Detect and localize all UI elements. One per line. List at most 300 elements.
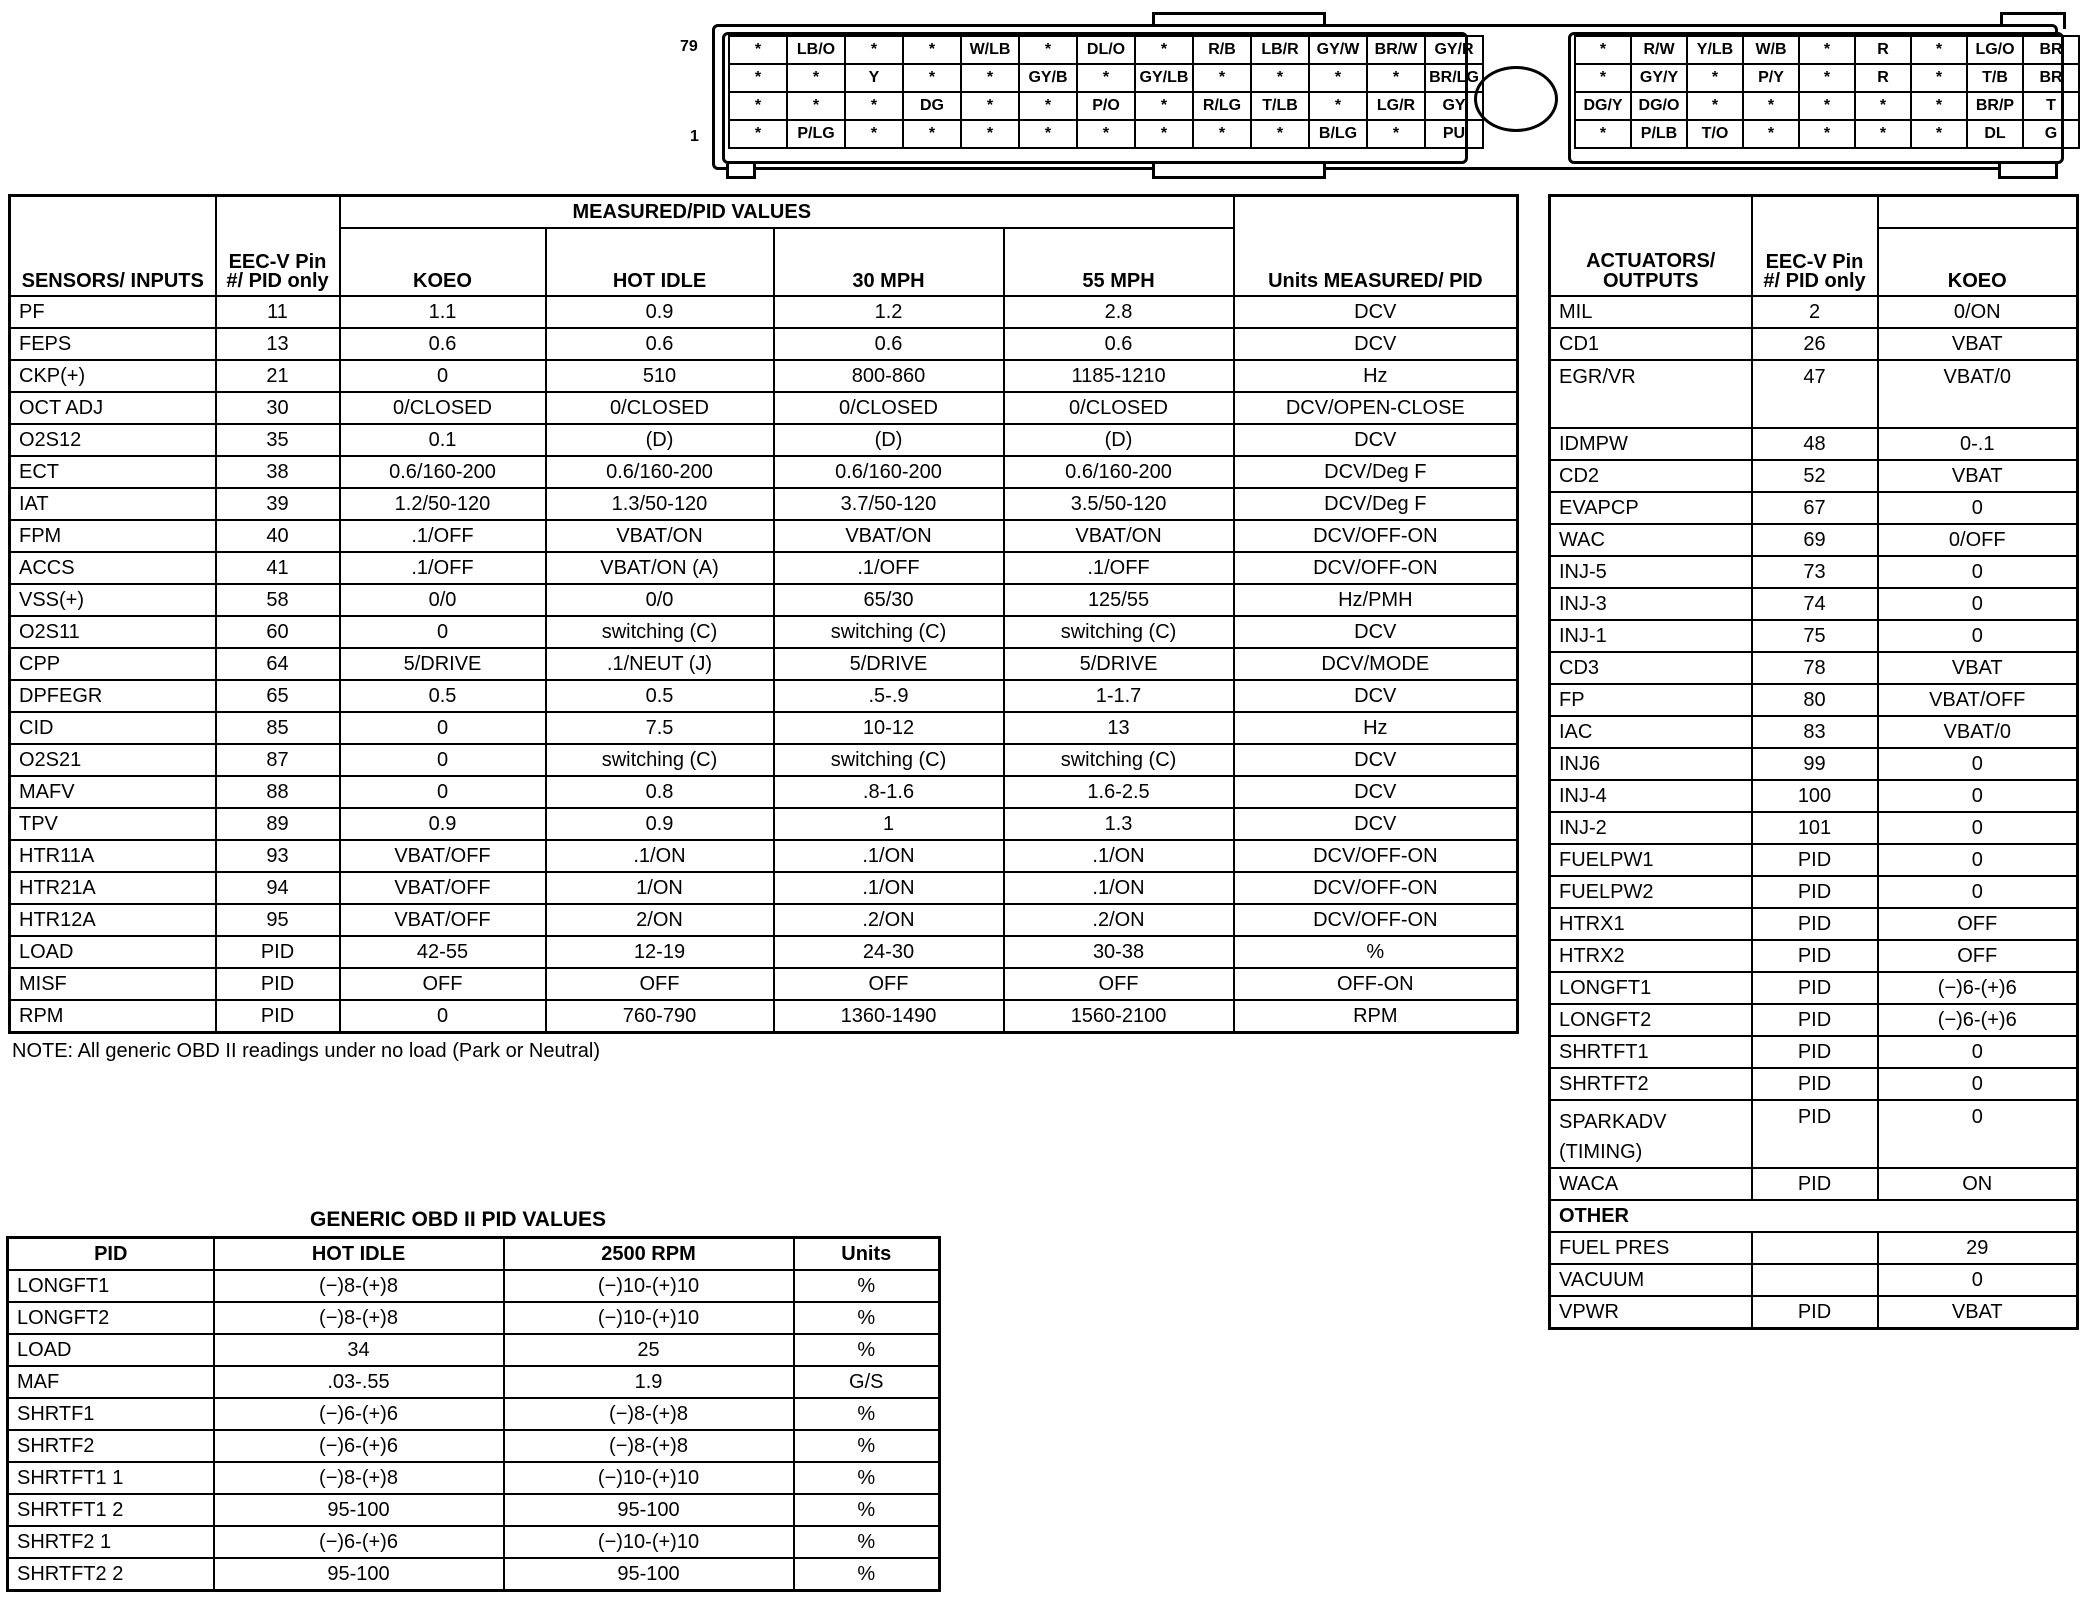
table-row bbox=[1550, 460, 2078, 492]
pin-cell: W/B bbox=[1743, 36, 1799, 64]
table-row bbox=[8, 1526, 940, 1558]
table-cell: (−)8-(+)8 bbox=[214, 1302, 504, 1334]
pin-cell: * bbox=[1309, 92, 1367, 120]
actuator-name: HTRX2 bbox=[1550, 940, 1752, 972]
table-row bbox=[10, 712, 1518, 744]
pin-cell: LG/O bbox=[1967, 36, 2023, 64]
actuator-name: WAC bbox=[1550, 524, 1752, 556]
sensor-name: HTR11A bbox=[10, 840, 216, 872]
table-cell: 760-790 bbox=[546, 1000, 774, 1033]
connector-pin-grid-right bbox=[1574, 35, 2080, 149]
pid-name: SHRTFT1 2 bbox=[8, 1494, 214, 1526]
table-row bbox=[8, 1430, 940, 1462]
pin-cell: * bbox=[961, 64, 1019, 92]
table-cell: PID bbox=[1752, 1068, 1878, 1100]
actuator-name: INJ-4 bbox=[1550, 780, 1752, 812]
table-cell: DCV bbox=[1234, 744, 1518, 776]
table-cell: .1/ON bbox=[774, 872, 1004, 904]
pid-name: SHRTFT1 1 bbox=[8, 1462, 214, 1494]
table-cell: 1.2/50-120 bbox=[340, 488, 546, 520]
table-cell: .1/ON bbox=[774, 840, 1004, 872]
table-cell: PID bbox=[1752, 1168, 1878, 1200]
pin-cell: * bbox=[1911, 64, 1967, 92]
pin-row bbox=[729, 120, 1483, 148]
table-cell: 0-.1 bbox=[1878, 428, 2078, 460]
table-cell bbox=[1752, 1264, 1878, 1296]
table-cell: (−)10-(+)10 bbox=[504, 1526, 794, 1558]
table-cell: 42-55 bbox=[340, 936, 546, 968]
sensor-name: MAFV bbox=[10, 776, 216, 808]
sensor-name: O2S21 bbox=[10, 744, 216, 776]
pin-cell: R bbox=[1855, 64, 1911, 92]
table-row bbox=[8, 1334, 940, 1366]
pid-name: SHRTF1 bbox=[8, 1398, 214, 1430]
generic-hot-idle-header: HOT IDLE bbox=[214, 1238, 504, 1271]
table-cell: 5/DRIVE bbox=[1004, 648, 1234, 680]
table-cell: Hz/PMH bbox=[1234, 584, 1518, 616]
table-cell: PID bbox=[216, 968, 340, 1000]
table-cell: 93 bbox=[216, 840, 340, 872]
table-row bbox=[8, 1270, 940, 1302]
pin-cell: * bbox=[729, 92, 787, 120]
actuators-name-header: ACTUATORS/ OUTPUTS bbox=[1550, 196, 1752, 297]
table-cell: 69 bbox=[1752, 524, 1878, 556]
table-cell: 0 bbox=[1878, 620, 2078, 652]
actuator-name: MIL bbox=[1550, 296, 1752, 328]
actuators-koeo-header: KOEO bbox=[1878, 228, 2078, 296]
table-cell: 10-12 bbox=[774, 712, 1004, 744]
actuator-name: FUELPW2 bbox=[1550, 876, 1752, 908]
pin-cell: * bbox=[1193, 120, 1251, 148]
sensor-name: FEPS bbox=[10, 328, 216, 360]
pin-cell: Y bbox=[845, 64, 903, 92]
pid-name: MAF bbox=[8, 1366, 214, 1398]
table-cell: OFF bbox=[774, 968, 1004, 1000]
table-cell: (−)8-(+)8 bbox=[504, 1430, 794, 1462]
actuators-group-header bbox=[1878, 196, 2078, 229]
table-cell: 95-100 bbox=[504, 1494, 794, 1526]
table-cell: OFF bbox=[546, 968, 774, 1000]
pin-row bbox=[1575, 92, 2079, 120]
table-cell: VBAT bbox=[1878, 328, 2078, 360]
table-cell: 11 bbox=[216, 296, 340, 328]
pin-cell: BR bbox=[2023, 36, 2079, 64]
table-cell: 89 bbox=[216, 808, 340, 840]
table-cell: 85 bbox=[216, 712, 340, 744]
pin-cell: P/O bbox=[1077, 92, 1135, 120]
actuator-name: INJ-3 bbox=[1550, 588, 1752, 620]
table-cell: 0 bbox=[1878, 1100, 2078, 1168]
table-row bbox=[8, 1398, 940, 1430]
actuators-outputs-table bbox=[1548, 194, 2079, 1330]
pin-cell: * bbox=[961, 120, 1019, 148]
actuator-name: INJ6 bbox=[1550, 748, 1752, 780]
table-cell: 7.5 bbox=[546, 712, 774, 744]
table-cell: 0.9 bbox=[546, 296, 774, 328]
table-cell: .1/NEUT (J) bbox=[546, 648, 774, 680]
table-row bbox=[1550, 328, 2078, 360]
other-section-row bbox=[1550, 1200, 2078, 1232]
table-row bbox=[1550, 1264, 2078, 1296]
table-cell: PID bbox=[1752, 972, 1878, 1004]
table-cell: % bbox=[794, 1462, 940, 1494]
table-row bbox=[10, 488, 1518, 520]
pin-cell: * bbox=[903, 36, 961, 64]
table-cell: 1560-2100 bbox=[1004, 1000, 1234, 1033]
table-cell: 0 bbox=[1878, 844, 2078, 876]
actuator-name: INJ-2 bbox=[1550, 812, 1752, 844]
table-cell: 29 bbox=[1878, 1232, 2078, 1264]
table-cell: VBAT/OFF bbox=[1878, 684, 2078, 716]
table-row bbox=[10, 936, 1518, 968]
table-cell: OFF-ON bbox=[1234, 968, 1518, 1000]
table-cell: 0 bbox=[1878, 780, 2078, 812]
actuator-name: INJ-5 bbox=[1550, 556, 1752, 588]
pin-cell: DL/O bbox=[1077, 36, 1135, 64]
pin-cell: * bbox=[1799, 120, 1855, 148]
table-row bbox=[1550, 1004, 2078, 1036]
table-row bbox=[1550, 876, 2078, 908]
pin-cell: * bbox=[729, 36, 787, 64]
koeo-header: KOEO bbox=[340, 228, 546, 296]
pin-row bbox=[1575, 120, 2079, 148]
table-cell: 2.8 bbox=[1004, 296, 1234, 328]
table-cell: 0/ON bbox=[1878, 296, 2078, 328]
table-cell: 125/55 bbox=[1004, 584, 1234, 616]
pin-cell: GY/B bbox=[1019, 64, 1077, 92]
table-cell: 0/CLOSED bbox=[774, 392, 1004, 424]
pin-cell: * bbox=[1575, 64, 1631, 92]
connector-key-circle bbox=[1474, 66, 1558, 132]
table-cell: 0/0 bbox=[546, 584, 774, 616]
table-cell: DCV/OFF-ON bbox=[1234, 904, 1518, 936]
table-cell: 101 bbox=[1752, 812, 1878, 844]
table-cell: VBAT/OFF bbox=[340, 904, 546, 936]
table-cell: % bbox=[794, 1270, 940, 1302]
55mph-header: 55 MPH bbox=[1004, 228, 1234, 296]
table-cell: 0.5 bbox=[546, 680, 774, 712]
pin-cell: * bbox=[903, 64, 961, 92]
sparkadv-sublabel: (TIMING) bbox=[1559, 1141, 1643, 1163]
table-cell: % bbox=[794, 1302, 940, 1334]
table-cell: 1.9 bbox=[504, 1366, 794, 1398]
sensor-name: LOAD bbox=[10, 936, 216, 968]
table-cell: .03-.55 bbox=[214, 1366, 504, 1398]
table-cell: VBAT/ON bbox=[774, 520, 1004, 552]
pin-cell: * bbox=[845, 120, 903, 148]
pin-cell: LB/O bbox=[787, 36, 845, 64]
sensors-pin-header: EEC-V Pin #/ PID only bbox=[216, 196, 340, 297]
table-cell: DCV bbox=[1234, 680, 1518, 712]
table-cell: 1.2 bbox=[774, 296, 1004, 328]
table-cell: .8-1.6 bbox=[774, 776, 1004, 808]
pin-row bbox=[729, 64, 1483, 92]
table-row bbox=[1550, 588, 2078, 620]
pin-cell: R bbox=[1855, 36, 1911, 64]
pin-cell: BR/P bbox=[1967, 92, 2023, 120]
table-cell: 5/DRIVE bbox=[774, 648, 1004, 680]
table-cell: (−)10-(+)10 bbox=[504, 1462, 794, 1494]
table-cell: 60 bbox=[216, 616, 340, 648]
30mph-header: 30 MPH bbox=[774, 228, 1004, 296]
pin-cell: * bbox=[1135, 120, 1193, 148]
pin-cell: * bbox=[1077, 120, 1135, 148]
table-cell: 95-100 bbox=[504, 1558, 794, 1591]
table-cell: .1/OFF bbox=[340, 552, 546, 584]
table-cell: 800-860 bbox=[774, 360, 1004, 392]
table-cell: 0 bbox=[1878, 492, 2078, 524]
table-cell: 0 bbox=[340, 616, 546, 648]
table-cell: (D) bbox=[1004, 424, 1234, 456]
table-row bbox=[1550, 652, 2078, 684]
table-cell: (−)6-(+)6 bbox=[1878, 972, 2078, 1004]
pin-cell: T/LB bbox=[1251, 92, 1309, 120]
pid-name: LONGFT2 bbox=[8, 1302, 214, 1334]
table-cell: .5-.9 bbox=[774, 680, 1004, 712]
sensor-name: VSS(+) bbox=[10, 584, 216, 616]
table-cell: 64 bbox=[216, 648, 340, 680]
pin-cell: DG bbox=[903, 92, 961, 120]
table-cell: 67 bbox=[1752, 492, 1878, 524]
table-row bbox=[10, 776, 1518, 808]
sensor-name: PF bbox=[10, 296, 216, 328]
table-cell: 0 bbox=[1878, 1036, 2078, 1068]
table-cell: 0/0 bbox=[340, 584, 546, 616]
actuator-name: LONGFT2 bbox=[1550, 1004, 1752, 1036]
table-cell: 80 bbox=[1752, 684, 1878, 716]
table-cell: 0 bbox=[1878, 1068, 2078, 1100]
pin-cell: * bbox=[1019, 92, 1077, 120]
pin-cell: * bbox=[1135, 92, 1193, 120]
table-cell: VBAT/ON bbox=[546, 520, 774, 552]
table-cell: 0.6 bbox=[546, 328, 774, 360]
table-row bbox=[10, 840, 1518, 872]
table-cell: % bbox=[794, 1558, 940, 1591]
pin-cell: * bbox=[903, 120, 961, 148]
table-cell: DCV bbox=[1234, 808, 1518, 840]
table-cell: PID bbox=[1752, 1004, 1878, 1036]
table-cell: % bbox=[794, 1334, 940, 1366]
table-cell: 2/ON bbox=[546, 904, 774, 936]
actuator-name: SHRTFT2 bbox=[1550, 1068, 1752, 1100]
generic-pid-header: PID bbox=[8, 1238, 214, 1271]
pin-cell: DG/O bbox=[1631, 92, 1687, 120]
pin-cell: GY/Y bbox=[1631, 64, 1687, 92]
table-row bbox=[1550, 1036, 2078, 1068]
table-cell: (−)8-(+)8 bbox=[214, 1270, 504, 1302]
table-cell: VBAT/ON bbox=[1004, 520, 1234, 552]
table-cell: G/S bbox=[794, 1366, 940, 1398]
table-cell: (−)8-(+)8 bbox=[214, 1462, 504, 1494]
pin-cell: DG/Y bbox=[1575, 92, 1631, 120]
pid-name: LONGFT1 bbox=[8, 1270, 214, 1302]
sensor-name: TPV bbox=[10, 808, 216, 840]
table-cell: PID bbox=[1752, 876, 1878, 908]
pin-cell: * bbox=[1251, 64, 1309, 92]
table-cell: 0.5 bbox=[340, 680, 546, 712]
table-row bbox=[10, 680, 1518, 712]
table-cell: DCV/OFF-ON bbox=[1234, 872, 1518, 904]
table-cell: 0.6/160-200 bbox=[774, 456, 1004, 488]
table-cell: VBAT/OFF bbox=[340, 872, 546, 904]
table-cell: 40 bbox=[216, 520, 340, 552]
table-cell: OFF bbox=[1878, 940, 2078, 972]
table-cell: 52 bbox=[1752, 460, 1878, 492]
table-row bbox=[10, 328, 1518, 360]
pin-cell: * bbox=[1019, 120, 1077, 148]
table-cell: DCV/OFF-ON bbox=[1234, 520, 1518, 552]
table-cell: 0 bbox=[340, 744, 546, 776]
pin-cell: * bbox=[1687, 64, 1743, 92]
table-row bbox=[8, 1462, 940, 1494]
table-cell: 3.7/50-120 bbox=[774, 488, 1004, 520]
table-row bbox=[1550, 1068, 2078, 1100]
table-row bbox=[10, 424, 1518, 456]
table-cell: 0/CLOSED bbox=[546, 392, 774, 424]
table-cell: DCV/Deg F bbox=[1234, 456, 1518, 488]
pin-cell: P/Y bbox=[1743, 64, 1799, 92]
table-cell: 0/OFF bbox=[1878, 524, 2078, 556]
table-cell: DCV/OFF-ON bbox=[1234, 840, 1518, 872]
table-cell: 1185-1210 bbox=[1004, 360, 1234, 392]
pin-cell: GY/R bbox=[1425, 36, 1483, 64]
pin-cell: LB/R bbox=[1251, 36, 1309, 64]
sensors-inputs-table bbox=[8, 194, 1519, 1034]
pin-cell: * bbox=[1135, 36, 1193, 64]
table-cell: .2/ON bbox=[774, 904, 1004, 936]
table-row bbox=[8, 1494, 940, 1526]
actuator-name: FUELPW1 bbox=[1550, 844, 1752, 876]
table-cell: 58 bbox=[216, 584, 340, 616]
table-cell: 5/DRIVE bbox=[340, 648, 546, 680]
table-row bbox=[1550, 812, 2078, 844]
table-cell: 73 bbox=[1752, 556, 1878, 588]
pin-cell: * bbox=[729, 120, 787, 148]
table-cell: RPM bbox=[1234, 1000, 1518, 1033]
table-row bbox=[10, 296, 1518, 328]
table-row bbox=[10, 872, 1518, 904]
table-cell: DCV bbox=[1234, 776, 1518, 808]
table-cell: 25 bbox=[504, 1334, 794, 1366]
pin-cell: BR/LG bbox=[1425, 64, 1483, 92]
table-cell: 0/CLOSED bbox=[1004, 392, 1234, 424]
table-cell: 30-38 bbox=[1004, 936, 1234, 968]
table-row bbox=[1550, 748, 2078, 780]
sensor-name: ECT bbox=[10, 456, 216, 488]
table-cell: 24-30 bbox=[774, 936, 1004, 968]
table-cell: OFF bbox=[1004, 968, 1234, 1000]
table-cell: 65/30 bbox=[774, 584, 1004, 616]
table-cell: (−)10-(+)10 bbox=[504, 1302, 794, 1334]
generic-obd-caption: GENERIC OBD II PID VALUES bbox=[310, 1208, 606, 1231]
table-row bbox=[10, 584, 1518, 616]
pin-cell: * bbox=[787, 64, 845, 92]
table-row bbox=[1550, 556, 2078, 588]
table-cell: .1/ON bbox=[1004, 872, 1234, 904]
table-cell: 0.6/160-200 bbox=[1004, 456, 1234, 488]
table-cell: 0 bbox=[340, 360, 546, 392]
pin-cell: * bbox=[1367, 120, 1425, 148]
table-cell: (−)6-(+)6 bbox=[214, 1526, 504, 1558]
table-cell: 0.6 bbox=[340, 328, 546, 360]
table-cell: ON bbox=[1878, 1168, 2078, 1200]
sensor-name: DPFEGR bbox=[10, 680, 216, 712]
table-cell: 26 bbox=[1752, 328, 1878, 360]
connector-pin-grid-left bbox=[728, 35, 1484, 149]
table-cell: 0 bbox=[340, 1000, 546, 1033]
connector-bottom-tab-right bbox=[1998, 164, 2058, 179]
table-cell: 95-100 bbox=[214, 1494, 504, 1526]
actuator-name: CD3 bbox=[1550, 652, 1752, 684]
sensor-name: IAT bbox=[10, 488, 216, 520]
other-name: FUEL PRES bbox=[1550, 1232, 1752, 1264]
other-name: VPWR bbox=[1550, 1296, 1752, 1329]
other-name: VACUUM bbox=[1550, 1264, 1752, 1296]
table-cell: .1/OFF bbox=[1004, 552, 1234, 584]
pin-cell: * bbox=[787, 92, 845, 120]
pin-cell: T/O bbox=[1687, 120, 1743, 148]
pin-cell: R/LG bbox=[1193, 92, 1251, 120]
table-cell: 48 bbox=[1752, 428, 1878, 460]
table-cell: 13 bbox=[216, 328, 340, 360]
pin-cell: LG/R bbox=[1367, 92, 1425, 120]
connector-bottom-tab-center bbox=[1152, 164, 1326, 179]
table-cell: (D) bbox=[774, 424, 1004, 456]
table-row bbox=[1550, 524, 2078, 556]
actuator-name: IAC bbox=[1550, 716, 1752, 748]
table-row bbox=[1550, 620, 2078, 652]
table-cell: PID bbox=[1752, 1036, 1878, 1068]
table-cell: 1 bbox=[774, 808, 1004, 840]
table-row bbox=[1550, 780, 2078, 812]
table-cell: DCV bbox=[1234, 616, 1518, 648]
actuator-name: IDMPW bbox=[1550, 428, 1752, 460]
table-row bbox=[10, 648, 1518, 680]
table-row bbox=[1550, 296, 2078, 328]
table-cell: 0 bbox=[340, 776, 546, 808]
pid-name: SHRTF2 bbox=[8, 1430, 214, 1462]
table-cell: 0.6 bbox=[774, 328, 1004, 360]
pin-cell: * bbox=[1743, 92, 1799, 120]
table-row bbox=[10, 616, 1518, 648]
table-row bbox=[10, 1000, 1518, 1033]
pin-cell: * bbox=[845, 92, 903, 120]
table-cell: OFF bbox=[340, 968, 546, 1000]
pin-cell: * bbox=[1309, 64, 1367, 92]
table-row bbox=[10, 904, 1518, 936]
table-cell: switching (C) bbox=[1004, 616, 1234, 648]
table-cell: OFF bbox=[1878, 908, 2078, 940]
hot-idle-header: HOT IDLE bbox=[546, 228, 774, 296]
table-cell: 0.8 bbox=[546, 776, 774, 808]
table-cell: (−)10-(+)10 bbox=[504, 1270, 794, 1302]
table-cell: (−)6-(+)6 bbox=[1878, 1004, 2078, 1036]
table-cell: 0 bbox=[1878, 876, 2078, 908]
table-cell: switching (C) bbox=[1004, 744, 1234, 776]
pin-cell: * bbox=[1855, 120, 1911, 148]
table-cell: 0 bbox=[1878, 748, 2078, 780]
table-cell: 94 bbox=[216, 872, 340, 904]
table-cell: DCV/Deg F bbox=[1234, 488, 1518, 520]
table-row bbox=[10, 552, 1518, 584]
table-cell: 1-1.7 bbox=[1004, 680, 1234, 712]
pin-cell: B/LG bbox=[1309, 120, 1367, 148]
table-row bbox=[10, 968, 1518, 1000]
sensor-name: HTR21A bbox=[10, 872, 216, 904]
actuator-name: EVAPCP bbox=[1550, 492, 1752, 524]
table-cell: 99 bbox=[1752, 748, 1878, 780]
pin-cell: GY/LB bbox=[1135, 64, 1193, 92]
